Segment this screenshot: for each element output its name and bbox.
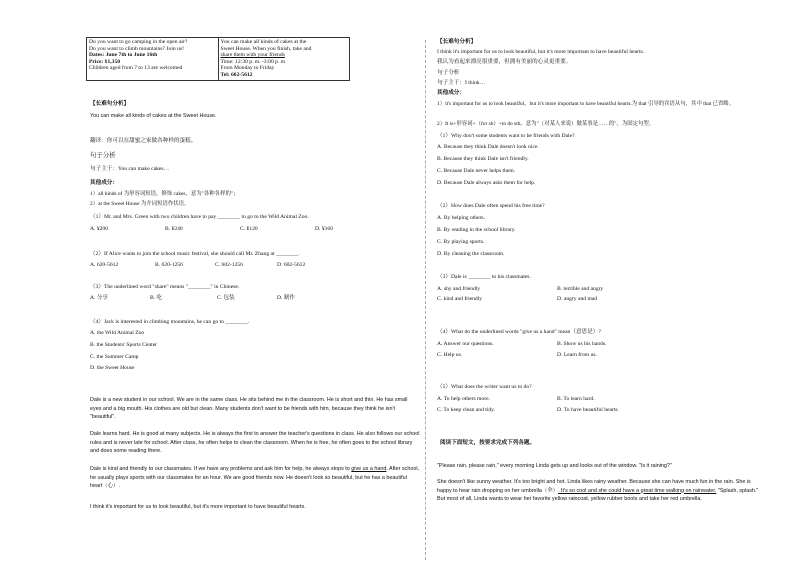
- option-c: C. To keep clean and tidy.: [437, 407, 496, 413]
- ads-table: [86, 37, 350, 81]
- question-5: （5）What does the writer want us to do?: [437, 384, 532, 390]
- other-component-1: 1）all kinds of 为形容词短语，修饰 cakes，意为"各种各样的"；: [90, 191, 239, 197]
- option-d: D. 制作: [277, 295, 296, 301]
- option-c: C. ¥120: [240, 226, 258, 232]
- question-2: （2）How does Dale often spend his free time?: [437, 203, 545, 209]
- long-sentence: You can make all kinds of cakes at the Sweet House.: [90, 113, 217, 119]
- analysis-title: 句子分析: [90, 152, 116, 159]
- other-component-2: 2）at the Sweet House 为介词短语作状语。: [90, 201, 190, 207]
- option-c: C. Help us.: [437, 352, 463, 358]
- option-c: C. Because Dale never helps them.: [437, 168, 516, 174]
- option-a: A. Because they think Dale doesn't look nice.: [437, 144, 539, 150]
- question-4: （4）What do the underlined words "give us a hand" mean（意思是）?: [437, 329, 601, 335]
- ad-line: Children aged from 7 to 13 are welcomed: [89, 65, 183, 72]
- option-b: B. Show us his hands.: [557, 341, 607, 347]
- analysis-title: 句子分析: [437, 70, 460, 76]
- option-d: D. 602-5612: [277, 262, 306, 268]
- option-a: A. the Wild Animal Zoo: [90, 330, 145, 336]
- option-b: B. 620-1256: [155, 262, 183, 268]
- sentence-trunk: 句子主干：I think…: [437, 80, 486, 86]
- sweet-house-ad: [218, 38, 350, 81]
- option-b: B. the Students' Sports Center: [90, 342, 158, 348]
- underlined-sentence: . It's so cool and she could have a great time walking on rainwater.: [558, 487, 717, 494]
- other-components-title: 其他成分：: [90, 180, 118, 186]
- ad-line: From Monday to Friday: [220, 65, 275, 72]
- translation: 我认为看起来漂亮很重要，但拥有美丽的心灵更重要。: [437, 59, 572, 65]
- question-2: （2）If Alice wants to join the school music festival, she should call Mr. Zhang at ________.: [90, 251, 300, 257]
- option-b: B. ¥240: [165, 226, 183, 232]
- option-a: A. To help others more.: [437, 396, 490, 402]
- text: . After school, he usually plays sports with our classmates for an hour. We are good friends now. He doesn't look so beautiful, but he has a beautiful heart（心）.: [90, 466, 420, 490]
- section-title: 【长难句分析】: [437, 39, 477, 45]
- text: She doesn't like sunny weather. It's too bright and hot. Linda likes rainy weather. Because she can have much fun in the rain. She is happy to hear rain dropping on her umbrella（伞）: [437, 479, 751, 494]
- passage-paragraph: [437, 478, 762, 504]
- option-c: C. By playing sports.: [437, 239, 485, 245]
- passage-paragraph: Dale learns hard. He is good at many subjects. He is always the first to answer the teacher's questions in class. He also follows our school rules and is never late for school. After class, he often helps to clean the classroom. When he is free, he often goes to the school library and does some reading there.: [90, 431, 420, 455]
- ad-line: Tel: 602-5612: [220, 71, 253, 78]
- text: "Splash, splash." But most of all, Linda wants to wear her favorite yellow raincoat, yellow rubber boots and take her red umbrella.: [437, 487, 759, 503]
- option-b: B. By reading in the school library.: [437, 227, 516, 233]
- option-a: A. 620-5612: [90, 262, 119, 268]
- option-b: B. Because they think Dale isn't friendly.: [437, 156, 529, 162]
- page-divider: [425, 40, 426, 560]
- ad-line: Do you want to climb mountains? Join us!: [89, 45, 184, 52]
- text: Dale is kind and friendly to our classmates. If we have any problems and ask him for help, he always stops to: [90, 466, 352, 472]
- question-1: （1）Why don't some students want to be friends with Dale?: [437, 133, 575, 139]
- option-d: D. Learn from us.: [557, 352, 597, 358]
- option-a: A. ¥200: [90, 226, 109, 232]
- option-a: A. shy and friendly: [437, 286, 481, 292]
- option-c: C. 包装: [217, 295, 235, 301]
- long-sentence: I think it's important for us to look beautiful, but it's more important to have beautiful hearts.: [437, 49, 645, 55]
- option-a: A. Answer our questions.: [437, 341, 494, 347]
- option-d: D. ¥160: [315, 226, 334, 232]
- other-component-2: 2）It is+形容词+（for sb）+to do sth。意为"（对某人来说）做某事是……的"，为固定句型。: [437, 121, 655, 127]
- reading-instruction: 阅读下面短文，按要求完成下列各题。: [440, 440, 536, 446]
- option-c: C. 602-1256: [215, 262, 243, 268]
- translation: 翻译：你可以在甜蜜之家做各种样的蛋糕。: [90, 138, 197, 144]
- ad-line: Price: ¥1,350: [89, 58, 121, 65]
- ad-line: Do you want to go camping in the open air?: [89, 39, 188, 45]
- option-b: B. 吃: [150, 295, 163, 301]
- sentence-trunk: 句子主干：You can make cakes…: [90, 166, 170, 172]
- passage-paragraph: "Please rain, please rain," every morning Linda gets up and looks out of the window. "Is it raining?": [437, 463, 672, 469]
- ad-line: Dates: June 7th to June 16th: [89, 52, 158, 59]
- underlined-phrase: give us a hand: [351, 466, 387, 472]
- passage-paragraph: I think it's important for us to look beautiful, but it's more important to have beautiful hearts.: [90, 504, 306, 510]
- other-component-1: 1）it's important for us to look beautiful，but it's more important to have beautiful hearts.为 that 引导的宾语从句，其中 that 已省略。: [437, 101, 735, 107]
- option-d: D. To have beautiful hearts.: [557, 407, 619, 413]
- option-c: C. kind and friendly: [437, 296, 483, 302]
- question-3: （3）Dale is ________ to his classmates.: [437, 274, 531, 280]
- option-a: A. By helping others.: [437, 215, 486, 221]
- question-3: （3）The underlined word "share" means "________" in Chinese.: [90, 284, 240, 290]
- option-d: D. Because Dale always asks them for help.: [437, 180, 536, 186]
- section-title: 【长难句分析】: [90, 101, 130, 107]
- camping-ad: [87, 38, 219, 81]
- option-d: D. By cleaning the classroom.: [437, 251, 505, 257]
- question-1: （1）Mr. and Mrs. Green with two children have to pay ________ to go to the Wild Animal Zoo.: [90, 214, 309, 220]
- option-d: D. the Sweet House: [90, 365, 135, 371]
- option-c: C. the Summer Camp: [90, 354, 139, 360]
- option-d: D. angry and mad: [557, 296, 598, 302]
- option-b: B. terrible and angry: [557, 286, 604, 292]
- question-4: （4）Jack is interested in climbing mountains, he can go to ________.: [90, 319, 250, 325]
- passage-paragraph: [90, 465, 420, 491]
- ad-line: Sweet House. When you finish, take and: [220, 45, 312, 52]
- ad-line: Time: 12:30 p. m. -3:00 p. m: [220, 58, 286, 65]
- passage-paragraph: Dale is a new student in our school. We are in the same class. He sits behind me in the classroom. He is short and thin. He has small eyes and a big mouth. His clothes are old but clean. Many students don't want to be friends with him, because they think he isn't "beautiful".: [90, 397, 408, 421]
- option-a: A. 分享: [90, 295, 109, 301]
- ad-line: share them with your friends: [220, 52, 285, 59]
- ad-line: You can make all kinds of cakes at the: [220, 39, 307, 45]
- other-components-title: 其他成分：: [437, 90, 465, 96]
- option-b: B. To learn hard.: [557, 396, 595, 402]
